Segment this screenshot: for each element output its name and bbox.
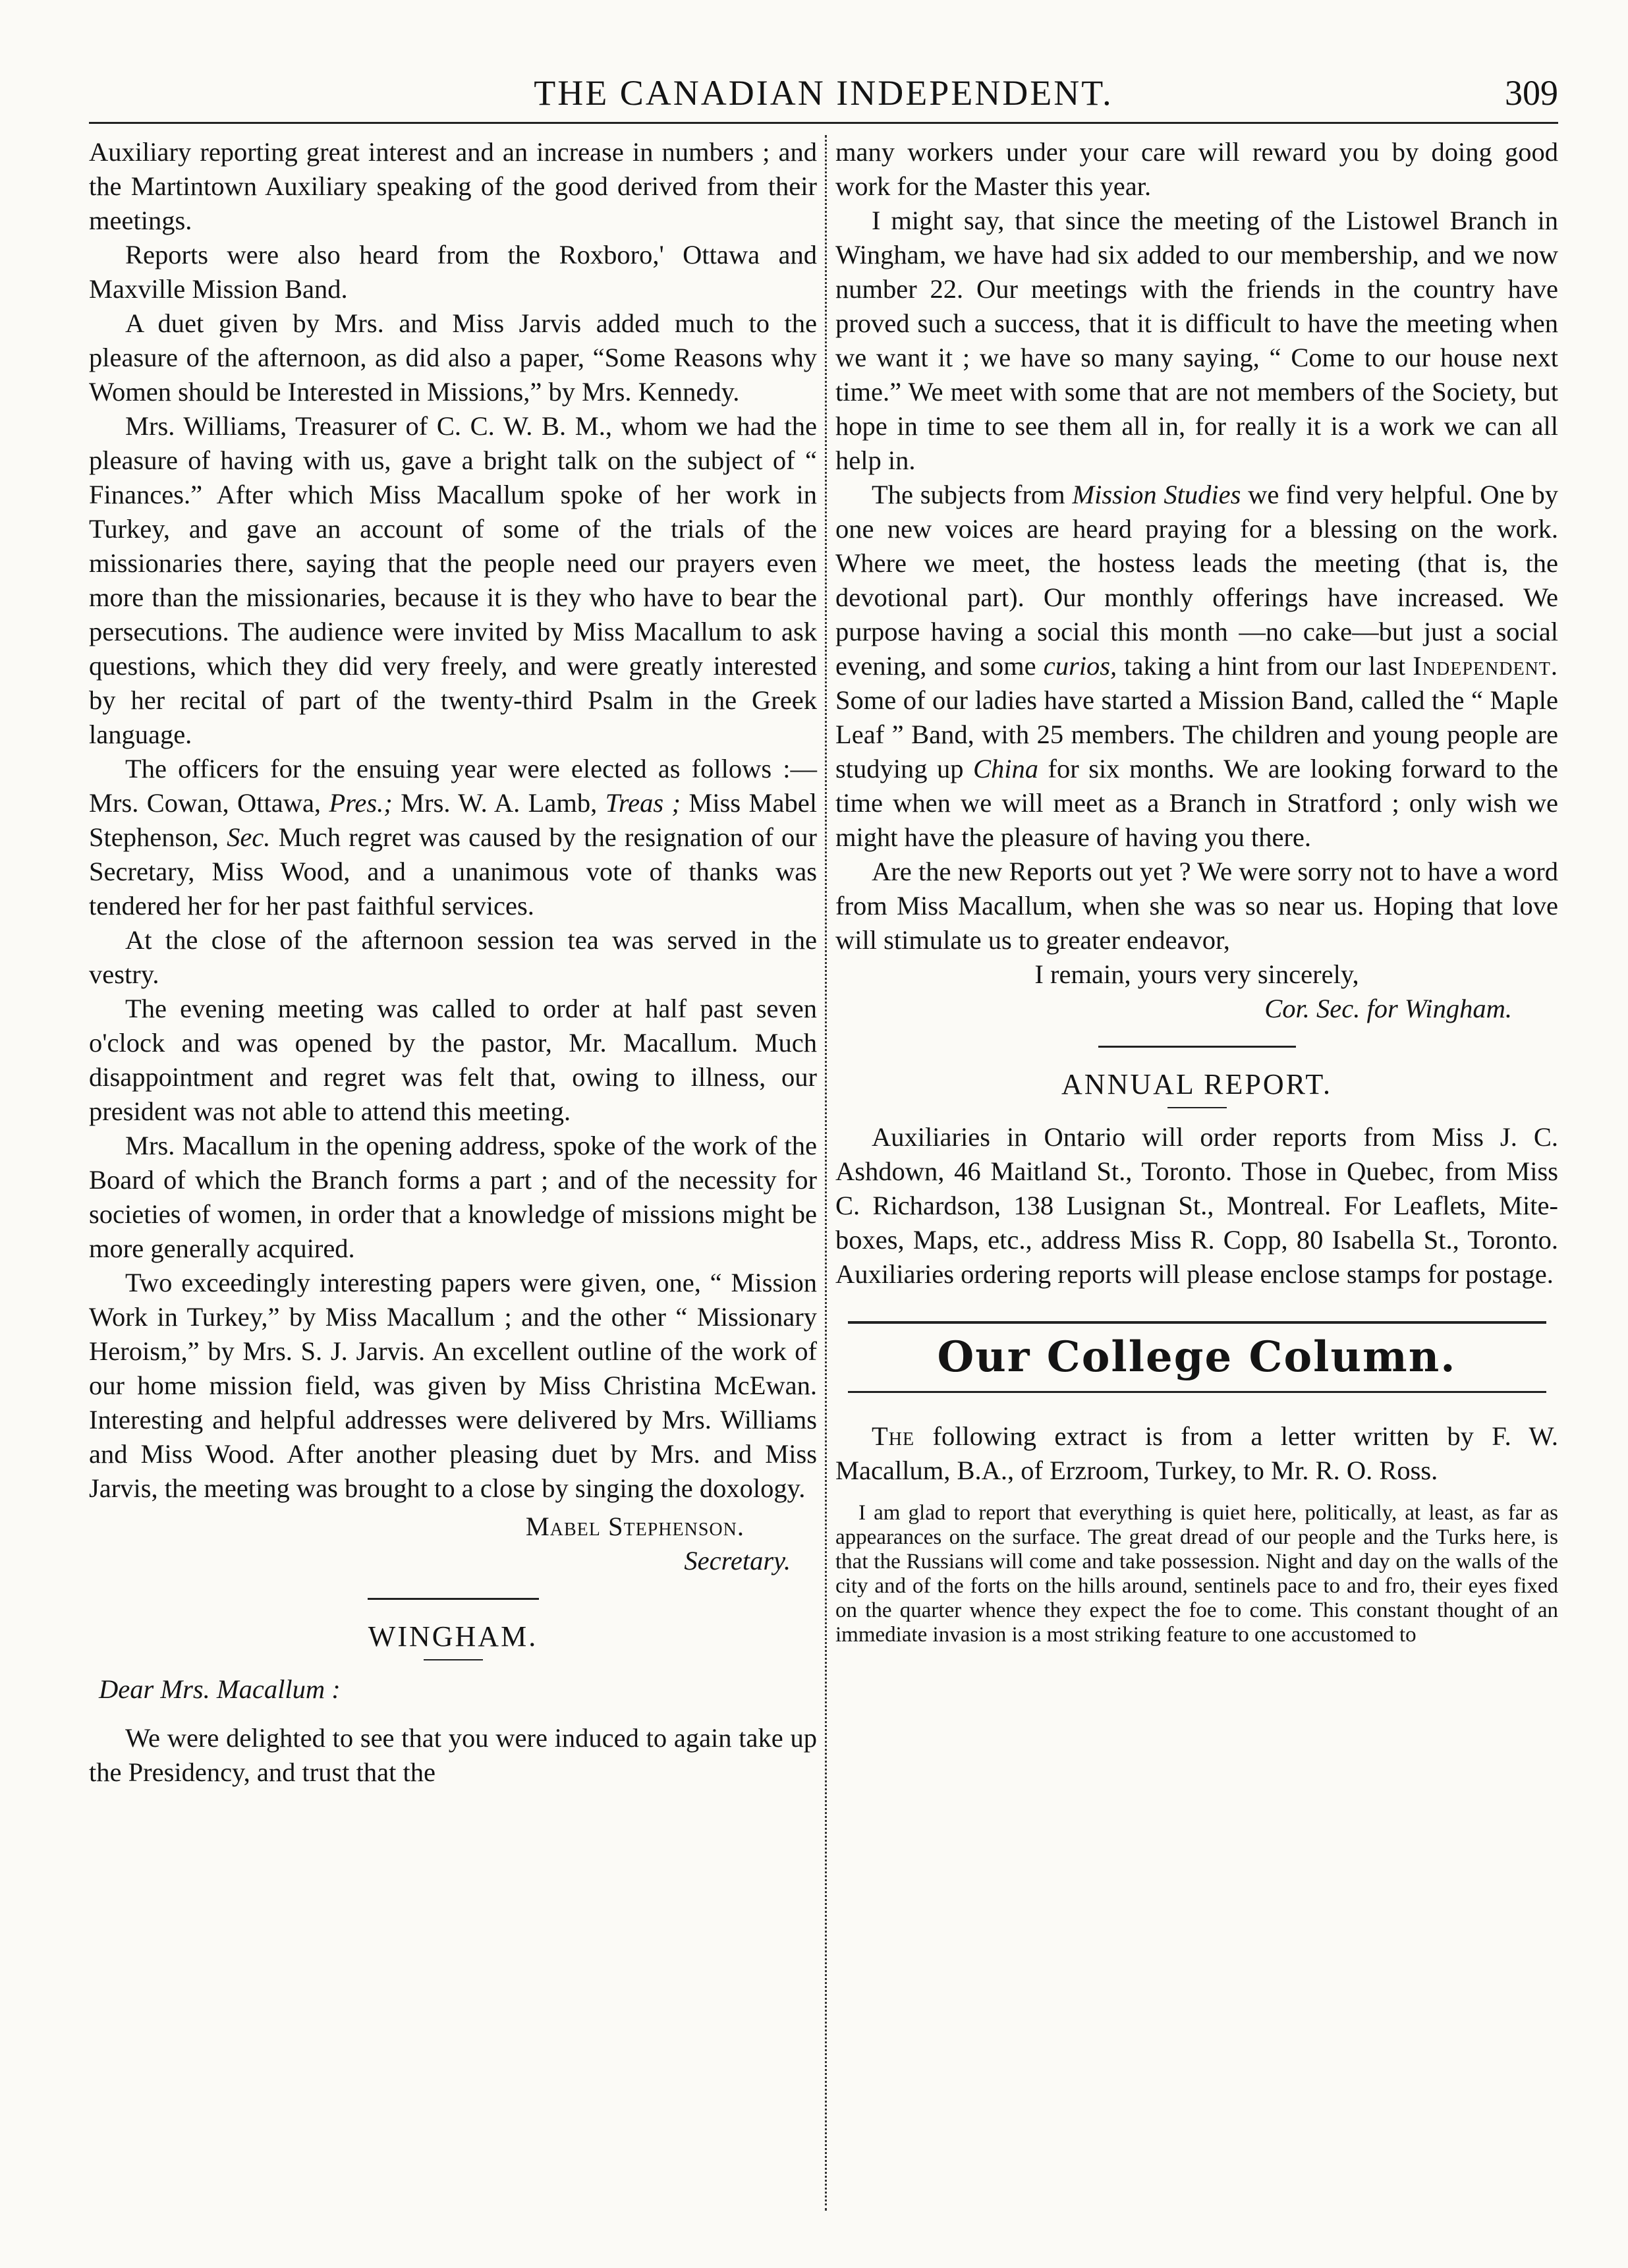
column-divider xyxy=(825,135,827,2211)
section-rule-long xyxy=(848,1321,1546,1324)
letter-salutation: Dear Mrs. Macallum : xyxy=(99,1674,341,1704)
text-run: The subjects from xyxy=(872,480,1073,509)
italic-run: China xyxy=(973,754,1039,783)
paragraph-officers xyxy=(89,752,817,923)
section-heading: ANNUAL REPORT. xyxy=(1061,1068,1332,1100)
smallcaps-run: Independent. xyxy=(1413,651,1558,681)
text-run: following extract is from a letter written by F. W. Macallum, B.A., of Erzroom, Turkey, to Mr. R. O. Ross. xyxy=(835,1421,1558,1485)
italic-run: Treas ; xyxy=(605,788,681,818)
paragraph: Auxiliaries in Ontario will order reports from Miss J. C. Ashdown, 46 Maitland St., Toronto. Those in Quebec, from Miss C. Richardson, 138 Lusignan St., Montreal. For Leaflets, Mite-boxes, Maps, etc., address Miss R. Copp, 80 Isabella St., Toronto. Auxiliaries ordering reports will please enclose stamps for postage. xyxy=(835,1122,1558,1289)
italic-run: Sec. xyxy=(227,822,271,852)
smallcaps-run: The xyxy=(872,1421,915,1451)
paragraph-subjects xyxy=(835,478,1558,855)
paragraph: At the close of the afternoon session tea was served in the vestry. xyxy=(89,925,817,989)
page-header xyxy=(89,72,1558,124)
letter-closing: I remain, yours very sincerely, xyxy=(1034,959,1359,989)
italic-run: curios, xyxy=(1043,651,1117,681)
paragraph: The evening meeting was called to order at half past seven o'clock and was opened by the pastor, Mr. Macallum. Much disappointment and regret was felt that, owing to illness, our president was not able to attend this meeting. xyxy=(89,994,817,1126)
text-run: The officers for the ensuing year were elected as follows :—Mrs. Cowan, Ottawa, xyxy=(89,754,817,818)
text-run: Mrs. W. A. Lamb, xyxy=(392,788,605,818)
italic-run: Pres.; xyxy=(329,788,393,818)
paragraph: many workers under your care will reward you by doing good work for the Master this year. xyxy=(835,137,1558,201)
section-rule xyxy=(1098,1046,1296,1048)
college-column-heading: Our College Column. xyxy=(937,1332,1457,1382)
page-number: 309 xyxy=(1505,73,1558,113)
section-rule xyxy=(368,1598,539,1600)
paragraph: Reports were also heard from the Roxboro,' Ottawa and Maxville Mission Band. xyxy=(89,240,817,304)
paragraph: Auxiliary reporting great interest and an increase in numbers ; and the Martintown Auxiliary speaking of the good derived from their meetings. xyxy=(89,137,817,235)
signature-name: Mabel Stephenson. xyxy=(525,1512,744,1541)
letter-extract: I am glad to report that everything is quiet here, politically, at least, as far as appearances on the surface. The great dread of our people and the Turks here, is that the Russians will come and take possession. Night and day on the walls of the city and of the forts on the hills around, sentinels pace to and fro, their eyes fixed on the quarter whence they expect the foe to come. This constant thought of an immediate invasion is a most striking feature to one accustomed to xyxy=(835,1501,1558,1647)
italic-run: Mission Studies xyxy=(1072,480,1241,509)
paragraph: Mrs. Williams, Treasurer of C. C. W. B. M., whom we had the pleasure of having with us, gave a bright talk on the subject of “ Finances.” After which Miss Macallum spoke of her work in Turkey, and gave an account of some of the trials of the missionaries there, saying that the people need our prayers even more than the missionaries, because it is they who have to bear the persecutions. The audience were invited by Miss Macallum to ask questions, which they did very freely, and were greatly interested by her recital of part of the twenty-third Psalm in the Greek language. xyxy=(89,411,817,749)
text-run: Much regret was caused by the resignation of our Secretary, Miss Wood, and a unanimous vote of thanks was tendered her for her past faithful services. xyxy=(89,822,817,921)
left-column xyxy=(89,135,817,2211)
heading-rule xyxy=(424,1659,483,1660)
text-run: Miss Mabel Stephenson, xyxy=(89,788,817,852)
paragraph: Mrs. Macallum in the opening address, spoke of the work of the Board of which the Branch forms a part ; and of the necessity for societies of women, in order that a knowledge of missions might be more generally acquired. xyxy=(89,1131,817,1263)
paragraph: Two exceedingly interesting papers were given, one, “ Mission Work in Turkey,” by Miss Macallum ; and the other “ Missionary Heroism,” by Mrs. S. J. Jarvis. An excellent outline of the work of our home mission field, was given by Miss Christina McEwan. Interesting and helpful addresses were delivered by Mrs. Williams and Miss Wood. After another pleasing duet by Mrs. and Miss Jarvis, the meeting was brought to a close by singing the doxology. xyxy=(89,1268,817,1503)
right-column xyxy=(835,135,1558,2211)
section-heading: WINGHAM. xyxy=(368,1620,538,1653)
text-run: we find very helpful. One by one new voices are heard praying for a blessing on the work. Where we meet, the hostess leads the meeting (that is, the devotional part). Our monthly offerings have increased. We purpose having a social this month —no cake—but just a social evening, and some xyxy=(835,480,1559,681)
paragraph: A duet given by Mrs. and Miss Jarvis added much to the pleasure of the afternoon, as did also a paper, “Some Reasons why Women should be Interested in Missions,” by Mrs. Kennedy. xyxy=(89,308,817,407)
letter-signature: Cor. Sec. for Wingham. xyxy=(1264,994,1512,1023)
paragraph-intro xyxy=(835,1419,1558,1488)
signature-title: Secretary. xyxy=(684,1546,791,1575)
paragraph: Are the new Reports out yet ? We were sorry not to have a word from Miss Macallum, when she was so near us. Hoping that love will stimulate us to greater endeavor, xyxy=(835,857,1558,955)
text-run: taking a hint from our last xyxy=(1117,651,1413,681)
paragraph: We were delighted to see that you were induced to again take up the Presidency, and trust that the xyxy=(89,1723,817,1787)
heading-rule xyxy=(1167,1107,1227,1108)
section-rule-long xyxy=(848,1391,1546,1393)
paragraph: I might say, that since the meeting of the Listowel Branch in Wingham, we have had six added to our membership, and we now number 22. Our meetings with the friends in the country have proved such a success, that it is difficult to have the meeting when we want it ; we have so many saying, “ Come to our house next time.” We meet with some that are not members of the Society, but hope in time to see them all in, for really it is a work we can all help in. xyxy=(835,206,1558,475)
text-run: for six months. We are looking forward to the time when we will meet as a Branch in Stratford ; only wish we might have the pleasure of having you there. xyxy=(835,754,1558,852)
publication-title: THE CANADIAN INDEPENDENT. xyxy=(534,73,1113,113)
text-run: Some of our ladies have started a Mission Band, called the “ Maple Leaf ” Band, with 25 members. The children and young people are studying up xyxy=(835,685,1558,783)
